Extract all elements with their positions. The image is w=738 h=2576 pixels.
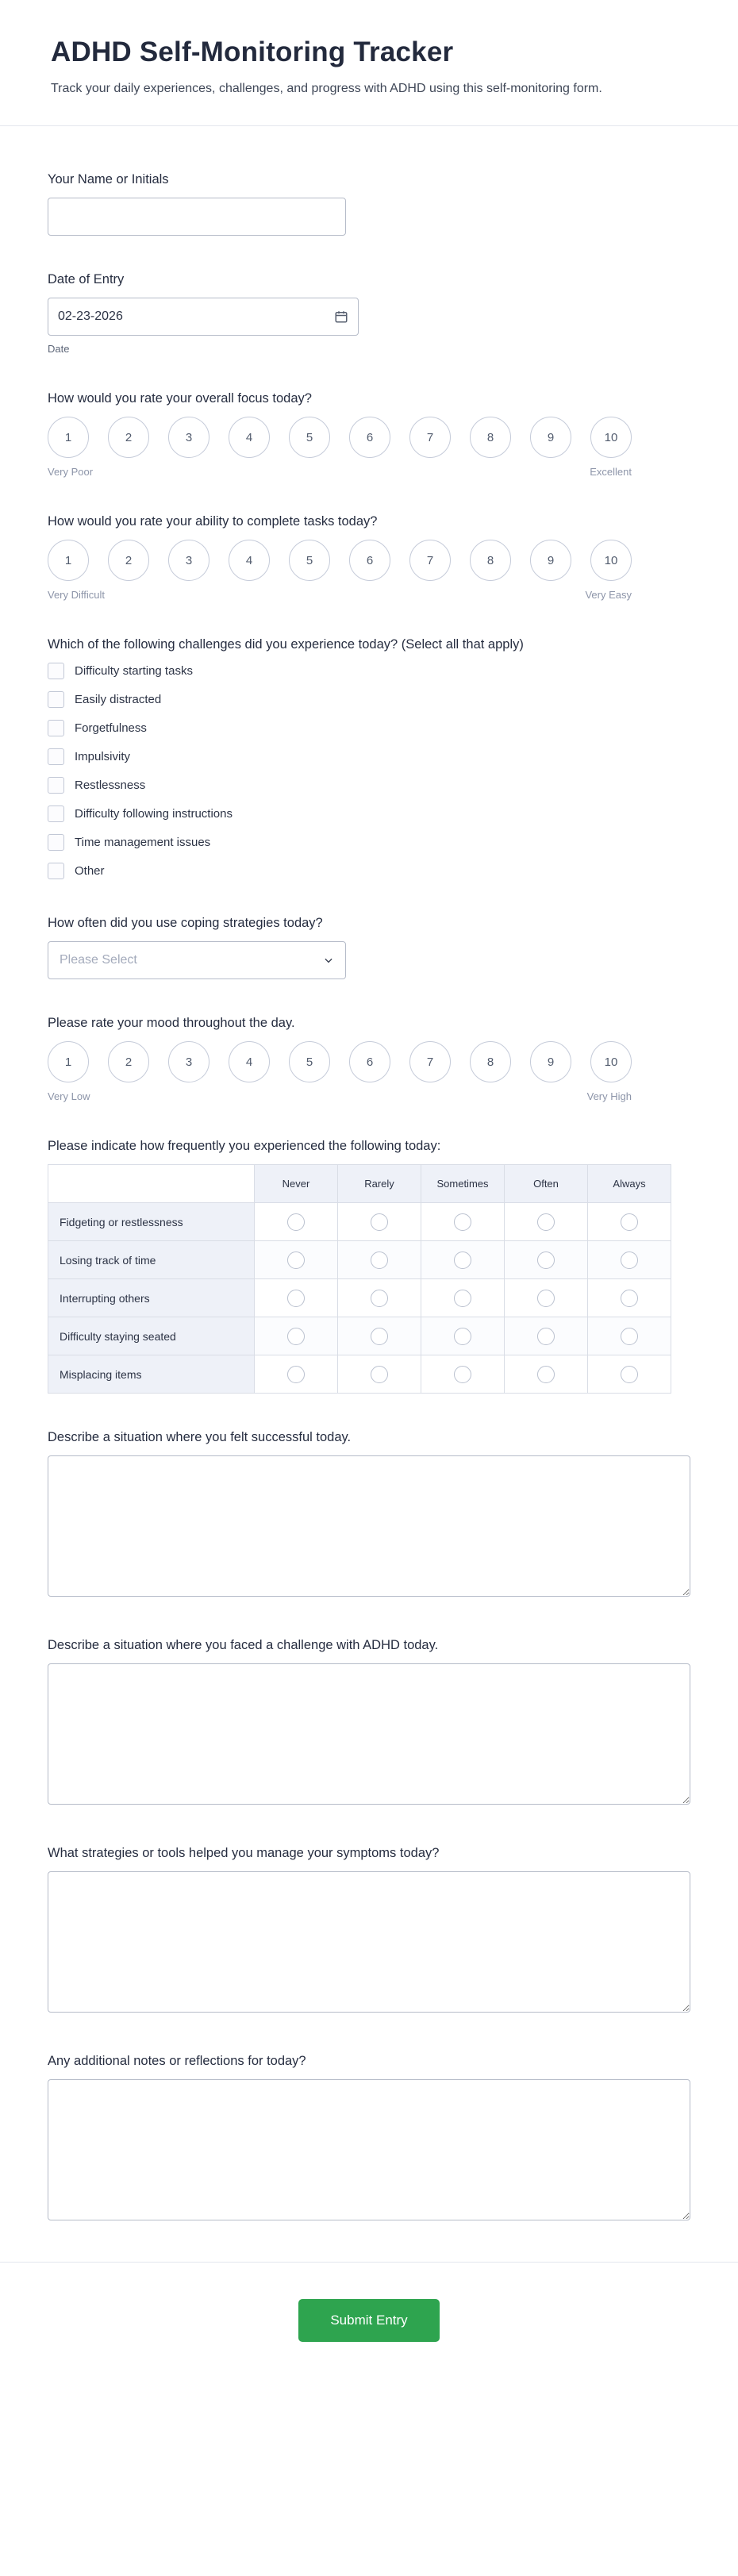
question-label: Describe a situation where you felt successful today. (48, 1430, 352, 1444)
matrix-column-header: Often (505, 1165, 588, 1203)
question-mood-scale (48, 1016, 690, 1102)
checkbox-row[interactable] (48, 748, 690, 765)
question-strategies (48, 1846, 690, 2013)
question-label: How would you rate your overall focus today? (48, 391, 312, 406)
scale-max-label: Excellent (590, 466, 632, 478)
form-body (0, 126, 738, 2220)
checkbox[interactable] (48, 777, 64, 794)
scale-option-8[interactable]: 8 (470, 540, 511, 581)
scale-end-labels (48, 1090, 632, 1102)
checkbox-row[interactable] (48, 720, 690, 736)
matrix-row-label: Losing track of time (48, 1241, 255, 1279)
matrix-row (48, 1317, 671, 1355)
scale-max-label: Very High (586, 1090, 632, 1102)
scale-option-4[interactable]: 4 (229, 540, 270, 581)
scale-option-3[interactable]: 3 (168, 417, 209, 458)
matrix-radio[interactable] (371, 1328, 388, 1345)
date-input[interactable] (48, 298, 359, 336)
question-matrix (48, 1139, 690, 1394)
matrix-row (48, 1279, 671, 1317)
question-date (48, 272, 690, 355)
checkbox-group (48, 663, 690, 879)
question-label: How often did you use coping strategies today? (48, 916, 323, 930)
scale-max-label: Very Easy (585, 589, 632, 601)
matrix-radio[interactable] (371, 1366, 388, 1383)
scale-option-5[interactable]: 5 (289, 1041, 330, 1082)
matrix-radio[interactable] (287, 1290, 305, 1307)
scale-option-2[interactable]: 2 (108, 1041, 149, 1082)
scale-option-2[interactable]: 2 (108, 540, 149, 581)
question-label: Describe a situation where you faced a challenge with ADHD today. (48, 1638, 439, 1652)
scale-option-1[interactable]: 1 (48, 540, 89, 581)
checkbox-row[interactable] (48, 777, 690, 794)
scale-option-6[interactable]: 6 (349, 1041, 390, 1082)
question-label: Any additional notes or reflections for today? (48, 2054, 306, 2068)
matrix-radio[interactable] (454, 1290, 471, 1307)
scale-option-10[interactable]: 10 (590, 417, 632, 458)
matrix-header-row (48, 1165, 671, 1203)
matrix-radio[interactable] (454, 1213, 471, 1231)
calendar-icon[interactable] (334, 310, 348, 324)
checkbox-row[interactable] (48, 805, 690, 822)
submit-bar (0, 2262, 738, 2401)
checkbox-row[interactable] (48, 834, 690, 851)
scale-option-8[interactable]: 8 (470, 417, 511, 458)
question-label: How would you rate your ability to complete tasks today? (48, 514, 378, 529)
matrix-column-header: Always (588, 1165, 671, 1203)
scale-row (48, 1041, 690, 1082)
matrix-radio[interactable] (537, 1366, 555, 1383)
scale-option-5[interactable]: 5 (289, 417, 330, 458)
question-success (48, 1430, 690, 1597)
scale-end-labels (48, 466, 632, 478)
matrix-radio[interactable] (287, 1213, 305, 1231)
scale-option-9[interactable]: 9 (530, 540, 571, 581)
name-input[interactable] (48, 198, 346, 236)
scale-option-9[interactable]: 9 (530, 1041, 571, 1082)
scale-option-2[interactable]: 2 (108, 417, 149, 458)
checkbox-row[interactable] (48, 691, 690, 708)
question-label: Please indicate how frequently you experienced the following today: (48, 1139, 441, 1153)
matrix-radio[interactable] (621, 1251, 638, 1269)
scale-row (48, 417, 690, 458)
scale-min-label: Very Poor (48, 466, 94, 478)
question-challenges (48, 637, 690, 879)
checkbox[interactable] (48, 834, 64, 851)
question-label: Date of Entry (48, 272, 125, 286)
matrix-row-label: Difficulty staying seated (48, 1317, 255, 1355)
matrix-radio[interactable] (287, 1251, 305, 1269)
question-label: Please rate your mood throughout the day. (48, 1016, 295, 1030)
matrix-radio[interactable] (371, 1213, 388, 1231)
matrix-column-header: Rarely (338, 1165, 421, 1203)
scale-option-9[interactable]: 9 (530, 417, 571, 458)
checkbox-label: Time management issues (75, 836, 211, 849)
success-textarea[interactable] (48, 1455, 690, 1597)
form-header (0, 0, 738, 125)
matrix-radio[interactable] (287, 1328, 305, 1345)
checkbox-label: Restlessness (75, 779, 146, 792)
date-sublabel: Date (48, 343, 70, 355)
chevron-down-icon (323, 955, 334, 966)
scale-option-3[interactable]: 3 (168, 540, 209, 581)
checkbox-label: Impulsivity (75, 750, 131, 763)
frequency-matrix (48, 1164, 671, 1394)
checkbox-label: Difficulty starting tasks (75, 664, 193, 678)
matrix-radio[interactable] (287, 1366, 305, 1383)
checkbox-row[interactable] (48, 863, 690, 879)
checkbox[interactable] (48, 748, 64, 765)
matrix-radio[interactable] (454, 1251, 471, 1269)
coping-select[interactable] (48, 941, 346, 979)
checkbox[interactable] (48, 720, 64, 736)
checkbox-label: Forgetfulness (75, 721, 147, 735)
scale-option-5[interactable]: 5 (289, 540, 330, 581)
scale-option-1[interactable]: 1 (48, 1041, 89, 1082)
question-coping (48, 916, 690, 979)
scale-min-label: Very Low (48, 1090, 90, 1102)
scale-row (48, 540, 690, 581)
scale-option-10[interactable]: 10 (590, 1041, 632, 1082)
scale-option-8[interactable]: 8 (470, 1041, 511, 1082)
matrix-row (48, 1203, 671, 1241)
matrix-radio[interactable] (537, 1213, 555, 1231)
question-name (48, 172, 690, 236)
matrix-radio[interactable] (371, 1290, 388, 1307)
scale-option-1[interactable]: 1 (48, 417, 89, 458)
matrix-radio[interactable] (537, 1328, 555, 1345)
checkbox-row[interactable] (48, 663, 690, 679)
challenge-textarea[interactable] (48, 1663, 690, 1805)
notes-textarea[interactable] (48, 2079, 690, 2220)
matrix-row (48, 1241, 671, 1279)
scale-option-6[interactable]: 6 (349, 540, 390, 581)
matrix-column-header: Sometimes (421, 1165, 505, 1203)
matrix-radio[interactable] (371, 1251, 388, 1269)
question-focus-scale (48, 391, 690, 478)
scale-option-3[interactable]: 3 (168, 1041, 209, 1082)
scale-end-labels (48, 589, 632, 601)
checkbox[interactable] (48, 805, 64, 822)
matrix-radio[interactable] (454, 1366, 471, 1383)
matrix-radio[interactable] (621, 1290, 638, 1307)
matrix-radio[interactable] (621, 1328, 638, 1345)
matrix-column-header: Never (255, 1165, 338, 1203)
scale-option-4[interactable]: 4 (229, 1041, 270, 1082)
matrix-corner-cell (48, 1165, 255, 1203)
form-subtitle: Track your daily experiences, challenges, and progress with ADHD using this self-monitoring form. (51, 82, 602, 95)
matrix-row (48, 1355, 671, 1394)
checkbox-label: Other (75, 864, 105, 878)
question-challenge (48, 1638, 690, 1805)
question-tasks-scale (48, 514, 690, 601)
form-title: ADHD Self-Monitoring Tracker (51, 37, 454, 67)
question-label: What strategies or tools helped you manage your symptoms today? (48, 1846, 440, 1860)
scale-option-7[interactable]: 7 (409, 540, 451, 581)
question-label: Which of the following challenges did you experience today? (Select all that apply) (48, 637, 524, 652)
matrix-radio[interactable] (537, 1251, 555, 1269)
scale-option-4[interactable]: 4 (229, 417, 270, 458)
submit-button[interactable]: Submit Entry (298, 2299, 439, 2342)
matrix-radio[interactable] (537, 1290, 555, 1307)
question-notes (48, 2054, 690, 2220)
matrix-radio[interactable] (621, 1213, 638, 1231)
date-field (48, 298, 359, 336)
select-placeholder: Please Select (60, 953, 137, 967)
checkbox[interactable] (48, 663, 64, 679)
scale-option-7[interactable]: 7 (409, 1041, 451, 1082)
checkbox[interactable] (48, 863, 64, 879)
checkbox-label: Difficulty following instructions (75, 807, 233, 821)
scale-option-10[interactable]: 10 (590, 540, 632, 581)
scale-min-label: Very Difficult (48, 589, 106, 601)
matrix-row-label: Interrupting others (48, 1279, 255, 1317)
scale-option-7[interactable]: 7 (409, 417, 451, 458)
checkbox[interactable] (48, 691, 64, 708)
matrix-row-label: Fidgeting or restlessness (48, 1203, 255, 1241)
matrix-row-label: Misplacing items (48, 1355, 255, 1394)
checkbox-label: Easily distracted (75, 693, 162, 706)
matrix-radio[interactable] (621, 1366, 638, 1383)
question-label: Your Name or Initials (48, 172, 169, 186)
strategies-textarea[interactable] (48, 1871, 690, 2013)
matrix-radio[interactable] (454, 1328, 471, 1345)
scale-option-6[interactable]: 6 (349, 417, 390, 458)
